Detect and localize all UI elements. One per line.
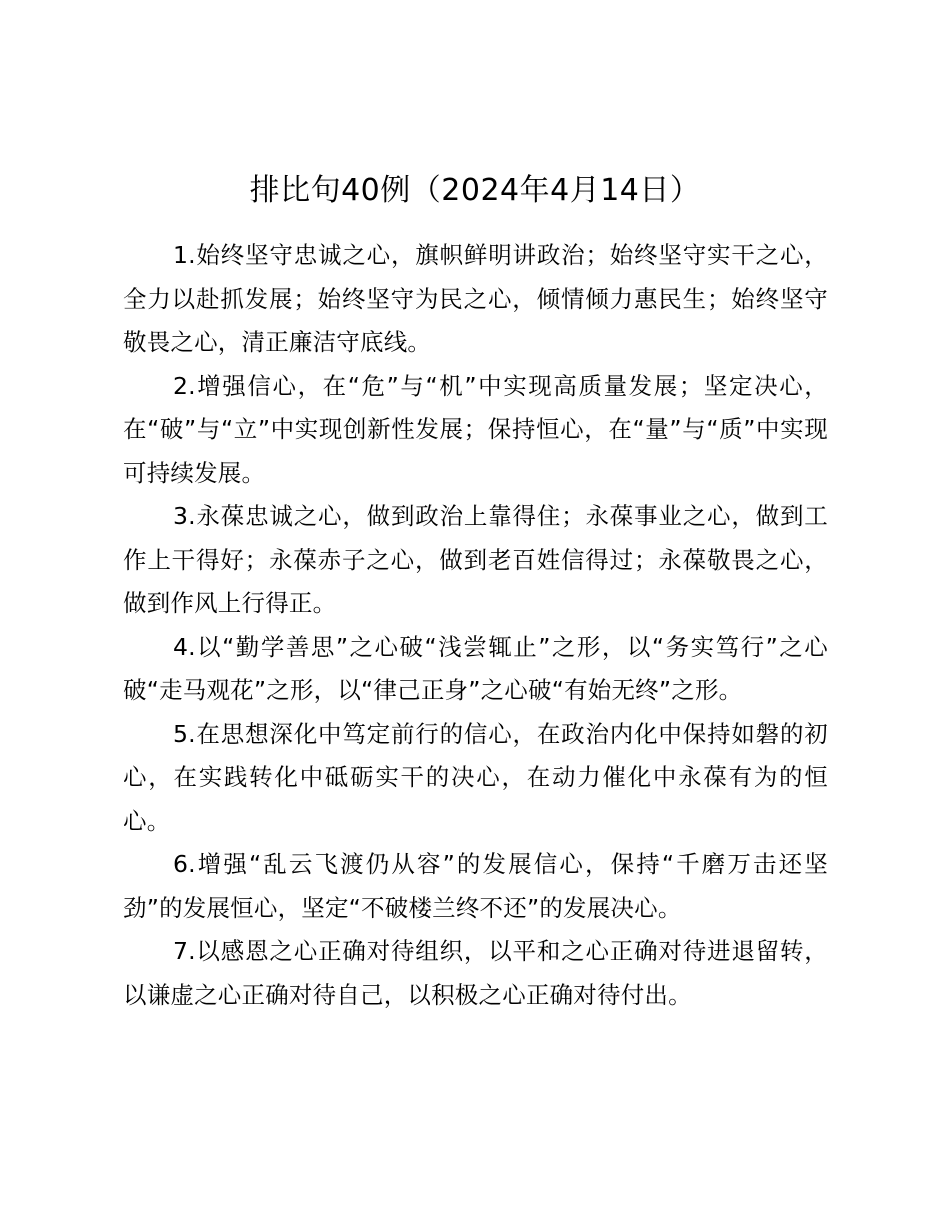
document-title: 排比句40例（2024年4月14日） [249, 173, 701, 208]
paragraph-1: 1.始终坚守忠诚之心，旗帜鲜明讲政治；始终坚守实干之心，全力以赴抓发展；始终坚守为民之心，倾情倾力惠民生；始终坚守敬畏之心，清正廉洁守底线。 [123, 241, 828, 356]
document-body [123, 234, 828, 1017]
paragraph-2: 2.增强信心，在“危”与“机”中实现高质量发展；坚定决心，在“破”与“立”中实现创新性发展；保持恒心，在“量”与“质”中实现可持续发展。 [123, 371, 828, 487]
paragraph-5: 5.在思想深化中笃定前行的信心，在政治内化中保持如磐的初心，在实践转化中砥砺实干的决心，在动力催化中永葆有为的恒心。 [123, 719, 828, 835]
paragraph-3: 3.永葆忠诚之心，做到政治上靠得住；永葆事业之心，做到工作上干得好；永葆赤子之心，做到老百姓信得过；永葆敬畏之心，做到作风上行得正。 [123, 502, 828, 617]
paragraph-4: 4.以“勤学善思”之心破“浅尝辄止”之形，以“务实笃行”之心破“走马观花”之形，以“律己正身”之心破“有始无终”之形。 [123, 632, 828, 704]
paragraph-7: 7.以感恩之心正确对待组织，以平和之心正确对待进退留转，以谦虚之心正确对待自己，以积极之心正确对待付出。 [123, 937, 828, 1009]
paragraph-6: 6.增强“乱云飞渡仍从容”的发展信心，保持“千磨万击还坚劲”的发展恒心，坚定“不破楼兰终不还”的发展决心。 [123, 850, 828, 922]
